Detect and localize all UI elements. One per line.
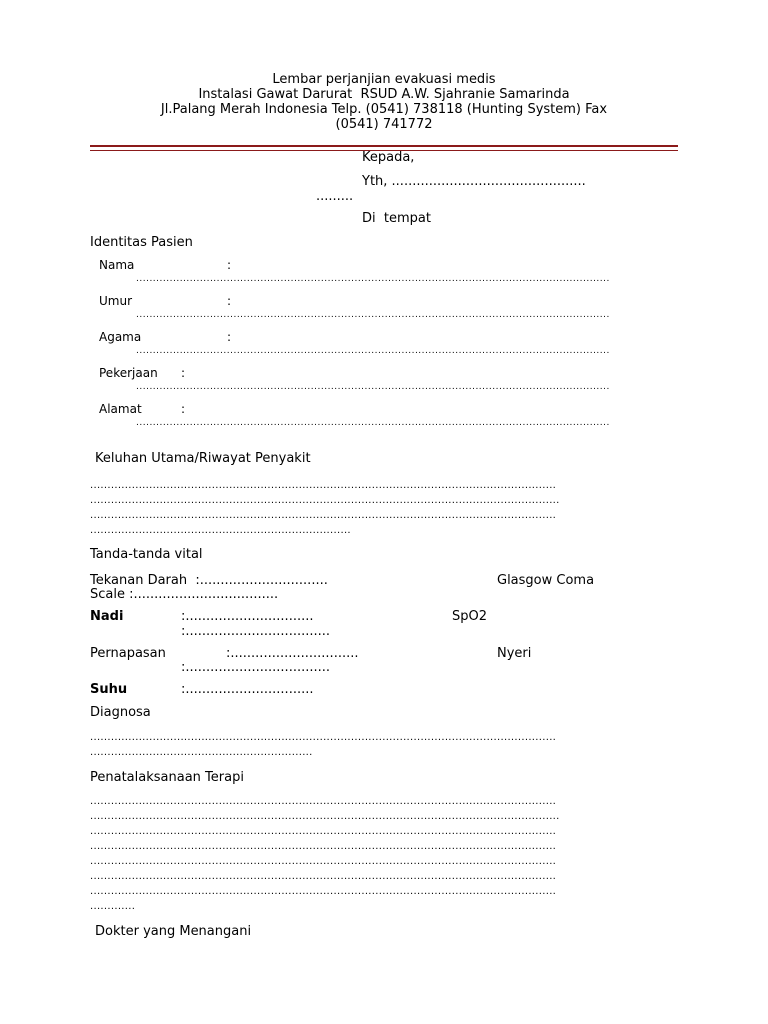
header-fax: (0541) 741772: [335, 117, 433, 132]
header-address: Jl.Palang Merah Indonesia Telp. (0541) 738118 (Hunting System) Fax: [160, 102, 608, 117]
field-label-alamat: Alamat: [99, 402, 142, 416]
vital-gcs-label: Glasgow Coma: [497, 573, 595, 588]
vitals-section-title: Tanda-tanda vital: [90, 547, 203, 562]
field-dots-agama: .............................................................................................................................................: [136, 346, 610, 356]
field-dots-umur: .............................................................................................................................................: [136, 310, 610, 320]
header-rule-thick: [90, 145, 678, 147]
complaint-dots-line: ...........................................................................: [90, 525, 351, 536]
vital-pernapasan-value: :...............................: [226, 646, 359, 661]
field-colon: :: [227, 258, 232, 272]
field-dots-alamat: .............................................................................................................................................: [136, 418, 610, 428]
header-institution: Instalasi Gawat Darurat RSUD A.W. Sjahranie Samarinda: [198, 87, 570, 102]
vital-pernapasan-label: Pernapasan: [90, 646, 166, 661]
identity-section-title: Identitas Pasien: [90, 235, 193, 250]
addressee-yth-continued: .........: [316, 189, 354, 204]
therapy-dots-line: .............: [90, 901, 136, 912]
diagnosis-dots-line: ......................................................................................................................................: [90, 732, 557, 743]
field-dots-pekerjaan: .............................................................................................................................................: [136, 382, 610, 392]
field-label-pekerjaan: Pekerjaan: [99, 366, 158, 380]
field-colon: :: [181, 366, 186, 380]
vital-gcs-scale: Scale :...................................: [90, 587, 279, 602]
addressee-yth: Yth, ...............................................: [362, 174, 586, 189]
field-label-agama: Agama: [99, 330, 142, 344]
complaint-dots-line: .......................................................................................................................................: [90, 495, 560, 506]
field-label-nama: Nama: [99, 258, 135, 272]
therapy-dots-line: ......................................................................................................................................: [90, 841, 557, 852]
field-label-umur: Umur: [99, 294, 133, 308]
diagnosis-dots-line: ................................................................: [90, 747, 313, 758]
therapy-section-title: Penatalaksanaan Terapi: [90, 770, 244, 785]
therapy-dots-line: ......................................................................................................................................: [90, 826, 557, 837]
therapy-dots-line: ......................................................................................................................................: [90, 871, 557, 882]
therapy-dots-line: ......................................................................................................................................: [90, 886, 557, 897]
vital-nyeri-label: Nyeri: [497, 646, 532, 661]
complaint-section-title: Keluhan Utama/Riwayat Penyakit: [95, 451, 311, 466]
vital-tekanan-darah: Tekanan Darah :...............................: [90, 573, 328, 588]
therapy-dots-line: ......................................................................................................................................: [90, 856, 557, 867]
vital-nyeri-value: :...................................: [181, 660, 331, 675]
field-dots-nama: .............................................................................................................................................: [136, 274, 610, 284]
diagnosis-section-title: Diagnosa: [90, 705, 151, 720]
therapy-dots-line: .......................................................................................................................................: [90, 811, 560, 822]
vital-suhu-label: Suhu: [90, 682, 128, 697]
field-colon: :: [181, 402, 186, 416]
addressee-kepada: Kepada,: [362, 150, 415, 165]
field-colon: :: [227, 330, 232, 344]
doctor-section-title: Dokter yang Menangani: [95, 924, 252, 939]
header-title: Lembar perjanjian evakuasi medis: [272, 72, 496, 87]
therapy-dots-line: ......................................................................................................................................: [90, 796, 557, 807]
vital-nadi-value: :...............................: [181, 609, 314, 624]
complaint-dots-line: ......................................................................................................................................: [90, 510, 557, 521]
vital-nadi-label: Nadi: [90, 609, 124, 624]
addressee-di-tempat: Di tempat: [362, 211, 431, 226]
complaint-dots-line: ......................................................................................................................................: [90, 480, 557, 491]
vital-spo2-label: SpO2: [452, 609, 488, 624]
vital-suhu-value: :...............................: [181, 682, 314, 697]
vital-spo2-value: :...................................: [181, 624, 331, 639]
field-colon: :: [227, 294, 232, 308]
